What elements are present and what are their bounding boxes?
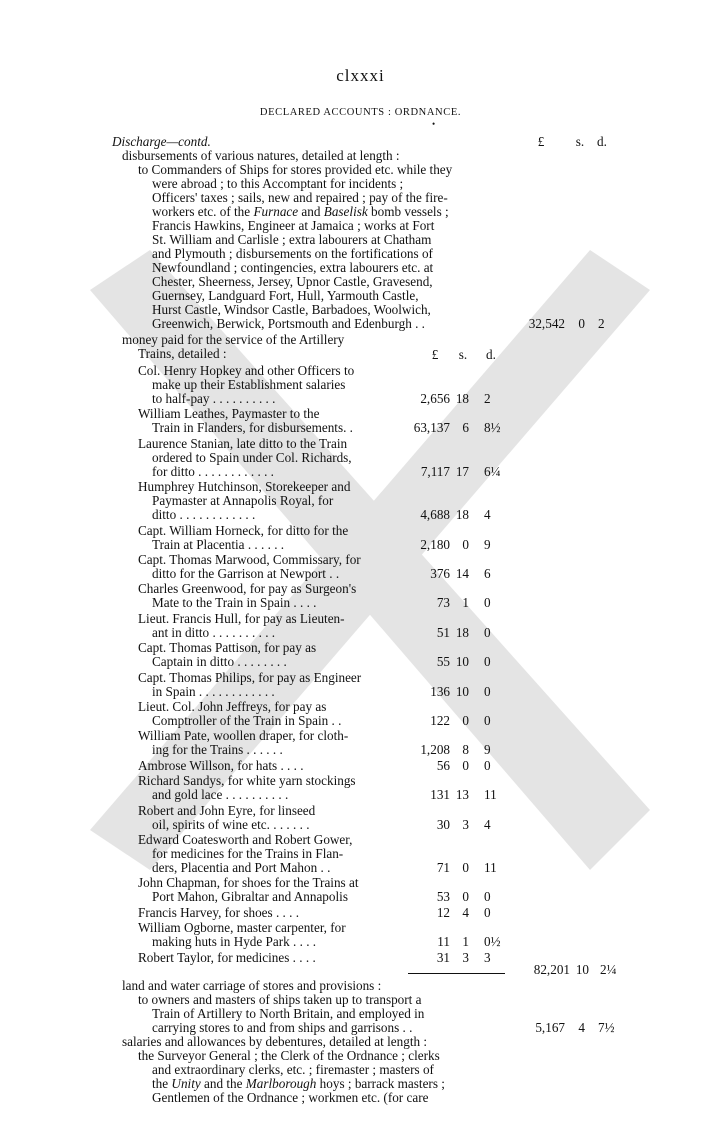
entry-amount-shillings: 0 [462, 889, 469, 905]
intro-line: disbursements of various natures, detailed at length : [122, 148, 400, 163]
entry-line: and gold lace . . . . . . . . . . [152, 787, 289, 803]
artillery-intro: Trains, detailed : [138, 346, 227, 361]
intro-line: Chester, Sheerness, Jersey, Upnor Castle, Gravesend, [152, 274, 433, 289]
entry-amount-pounds: 55 [436, 654, 450, 670]
entry-amount-shillings: 1 [462, 934, 469, 950]
entry-amount-pence: 2 [484, 391, 491, 406]
salaries-line: the Unity and the Marlborough hoys ; barrack masters ; [152, 1075, 445, 1091]
entry-amount-shillings: 0 [462, 860, 469, 875]
section-heading: Discharge—contd. [112, 134, 211, 149]
intro-line: workers etc. of the Furnace and Baselisk bomb vessels ; [152, 204, 449, 219]
salaries-line: Gentlemen of the Ordnance ; workmen etc. (for care [152, 1089, 429, 1105]
entry-line: Paymaster at Annapolis Royal, for [152, 493, 334, 509]
artillery-total-pounds: 82,201 [533, 961, 570, 977]
intro-total-pence: 2 [598, 316, 605, 331]
entry-amount-pounds: 53 [436, 889, 450, 905]
entry-amount-pence: 0 [484, 757, 491, 773]
entry-line: ditto . . . . . . . . . . . . [152, 507, 256, 523]
salaries-line: and extraordinary clerks, etc. ; firemaster ; masters of [152, 1061, 434, 1077]
artillery-total-shillings: 10 [575, 961, 589, 977]
entry-amount-pounds: 73 [436, 595, 450, 611]
entry-line: William Pate, woollen draper, for cloth- [138, 728, 349, 744]
entry-amount-pence: 11 [484, 860, 497, 875]
entry-line: ordered to Spain under Col. Richards, [152, 449, 352, 465]
entry-amount-shillings: 13 [455, 787, 469, 803]
entry-amount-pounds: 131 [430, 787, 450, 803]
entry-amount-shillings: 1 [462, 595, 469, 611]
intro-line: were abroad ; to this Accomptant for incidents ; [152, 176, 404, 191]
entry-amount-pounds: 56 [436, 757, 450, 773]
entry-line: ant in ditto . . . . . . . . . . [152, 624, 276, 640]
inner-header-pound: £ [431, 347, 439, 362]
inner-header-pence: d. [486, 347, 496, 362]
entry-amount-pounds: 71 [436, 860, 450, 875]
entry-line: make up their Establishment salaries [152, 377, 346, 392]
entry-line: ders, Placentia and Port Mahon . . [152, 860, 331, 875]
entry-amount-pounds: 122 [430, 713, 450, 728]
entry-line: Capt. Thomas Pattison, for pay as [138, 640, 317, 656]
entry-amount-pence: 6¼ [484, 463, 501, 479]
carriage-line: carrying stores to and from ships and garrisons . . [152, 1019, 413, 1035]
carriage-line: land and water carriage of stores and provisions : [122, 977, 382, 993]
entry-line: Capt. William Horneck, for ditto for the [138, 522, 349, 538]
entry-line: Francis Harvey, for shoes . . . . [138, 904, 300, 920]
entry-amount-shillings: 8 [462, 742, 469, 758]
intro-line: to Commanders of Ships for stores provided etc. while they [138, 162, 453, 177]
entry-line: William Leathes, Paymaster to the [138, 406, 320, 422]
ornament-mark: • [432, 119, 436, 129]
entry-line: Charles Greenwood, for pay as Surgeon's [138, 581, 357, 597]
entry-amount-pounds: 11 [437, 934, 450, 950]
entry-line: William Ogborne, master carpenter, for [138, 920, 346, 936]
entry-amount-shillings: 0 [462, 757, 469, 773]
entry-amount-pence: 3 [484, 949, 491, 965]
entry-line: Train at Placentia . . . . . . [152, 536, 285, 552]
entry-amount-pence: 0½ [484, 934, 501, 950]
entry-amount-shillings: 0 [462, 536, 469, 552]
entry-amount-shillings: 0 [462, 713, 469, 728]
entry-line: ditto for the Garrison at Newport . . [152, 566, 340, 581]
entry-line: Ambrose Willson, for hats . . . . [138, 757, 304, 773]
entry-amount-pence: 4 [484, 507, 491, 523]
entry-amount-shillings: 3 [462, 816, 469, 832]
entry-line: Lieut. Col. John Jeffreys, for pay as [138, 699, 327, 714]
entry-amount-pounds: 30 [436, 816, 450, 832]
inner-header-shilling: s. [458, 347, 468, 362]
entry-amount-shillings: 6 [462, 420, 469, 436]
entry-line: ing for the Trains . . . . . . [152, 742, 283, 758]
entry-line: Capt. Thomas Philips, for pay as Engineer [138, 669, 362, 685]
intro-line: Guernsey, Landguard Fort, Hull, Yarmouth Castle, [152, 288, 419, 303]
entry-amount-pence: 0 [484, 654, 491, 670]
entry-amount-pence: 0 [484, 683, 491, 699]
entry-amount-pence: 0 [484, 624, 491, 640]
entry-amount-pounds: 1,208 [420, 742, 450, 758]
entry-amount-pence: 0 [484, 889, 491, 905]
entry-amount-pence: 9 [484, 742, 491, 758]
entry-line: Humphrey Hutchinson, Storekeeper and [138, 479, 351, 495]
entry-amount-pounds: 376 [430, 566, 450, 581]
entry-line: Mate to the Train in Spain . . . . [152, 595, 317, 611]
header-shilling: s. [575, 134, 585, 149]
header-pence: d. [597, 134, 607, 149]
entry-amount-pounds: 51 [436, 624, 450, 640]
entry-amount-pence: 4 [484, 816, 491, 832]
intro-line: Francis Hawkins, Engineer at Jamaica ; works at Fort [152, 218, 435, 233]
entry-amount-shillings: 17 [455, 463, 469, 479]
entry-amount-pounds: 31 [436, 949, 450, 965]
entry-amount-pounds: 4,688 [420, 507, 450, 523]
intro-line: Officers' taxes ; sails, new and repaired ; pay of the fire- [152, 190, 448, 205]
entry-amount-pounds: 2,656 [420, 391, 450, 406]
entry-line: Port Mahon, Gibraltar and Annapolis [152, 889, 348, 905]
entry-amount-shillings: 10 [455, 683, 469, 699]
entry-amount-pence: 11 [484, 787, 497, 803]
entry-line: oil, spirits of wine etc. . . . . . . [152, 816, 310, 832]
entry-line: to half-pay . . . . . . . . . . [152, 391, 276, 406]
entry-line: Robert and John Eyre, for linseed [138, 802, 316, 818]
entry-amount-shillings: 14 [455, 566, 469, 581]
entry-line: Richard Sandys, for white yarn stockings [138, 773, 356, 789]
entry-line: Edward Coatesworth and Robert Gower, [138, 832, 353, 847]
entry-amount-shillings: 18 [455, 624, 469, 640]
entry-line: Lieut. Francis Hull, for pay as Lieuten- [138, 610, 345, 626]
carriage-total-pence: 7½ [598, 1019, 615, 1035]
intro-line: and Plymouth ; disbursements on the fortifications of [152, 246, 433, 261]
entry-line: Capt. Thomas Marwood, Commissary, for [138, 552, 361, 567]
entry-amount-shillings: 18 [455, 507, 469, 523]
entry-line: Train in Flanders, for disbursements. . [152, 420, 353, 436]
entry-line: Laurence Stanian, late ditto to the Train [138, 435, 348, 451]
entry-amount-shillings: 3 [462, 949, 469, 965]
intro-line: Hurst Castle, Windsor Castle, Barbadoes, Woolwich, [152, 302, 431, 317]
entry-amount-pence: 9 [484, 536, 491, 552]
entry-line: Robert Taylor, for medicines . . . . [138, 949, 316, 965]
entry-amount-shillings: 10 [455, 654, 469, 670]
entry-line: for medicines for the Trains in Flan- [152, 846, 344, 861]
artillery-total-pence: 2¼ [600, 961, 617, 977]
entry-line: Comptroller of the Train in Spain . . [152, 713, 342, 728]
header-pound: £ [537, 134, 545, 149]
entry-amount-pounds: 136 [430, 683, 450, 699]
salaries-line: salaries and allowances by debentures, detailed at length : [122, 1033, 428, 1049]
page-folio: clxxxi [336, 66, 385, 85]
entry-line: Captain in ditto . . . . . . . . [152, 654, 287, 670]
intro-line: St. William and Carlisle ; extra labourers at Chatham [152, 232, 432, 247]
carriage-total-pounds: 5,167 [535, 1019, 565, 1035]
entry-amount-pence: 8½ [484, 420, 501, 436]
entry-line: making huts in Hyde Park . . . . [152, 934, 317, 950]
entry-amount-pence: 6 [484, 566, 491, 581]
entry-amount-shillings: 4 [462, 904, 469, 920]
carriage-line: Train of Artillery to North Britain, and employed in [152, 1005, 425, 1021]
intro-total-shillings: 0 [578, 316, 585, 331]
entry-amount-pounds: 7,117 [420, 463, 450, 479]
intro-total-pounds: 32,542 [528, 316, 565, 331]
running-head: DECLARED ACCOUNTS : ORDNANCE. [259, 107, 462, 118]
intro-line: Greenwich, Berwick, Portsmouth and Edenburgh . . [152, 316, 425, 331]
entry-line: for ditto . . . . . . . . . . . . [152, 463, 274, 479]
intro-line: Newfoundland ; contingencies, extra labourers etc. at [152, 260, 434, 275]
entry-amount-pence: 0 [484, 713, 491, 728]
entry-line: John Chapman, for shoes for the Trains at [138, 875, 359, 891]
carriage-total-shillings: 4 [578, 1019, 585, 1035]
entry-amount-pence: 0 [484, 595, 491, 611]
entry-line: Col. Henry Hopkey and other Officers to [138, 363, 355, 378]
artillery-intro: money paid for the service of the Artillery [122, 332, 345, 347]
entry-amount-pounds: 63,137 [413, 420, 450, 436]
entry-amount-pounds: 2,180 [420, 536, 450, 552]
entry-amount-pounds: 12 [436, 904, 450, 920]
carriage-line: to owners and masters of ships taken up to transport a [138, 991, 422, 1007]
entry-amount-pence: 0 [484, 904, 491, 920]
entry-line: in Spain . . . . . . . . . . . . [152, 683, 275, 699]
entry-amount-shillings: 18 [455, 391, 469, 406]
salaries-line: the Surveyor General ; the Clerk of the Ordnance ; clerks [138, 1047, 440, 1063]
